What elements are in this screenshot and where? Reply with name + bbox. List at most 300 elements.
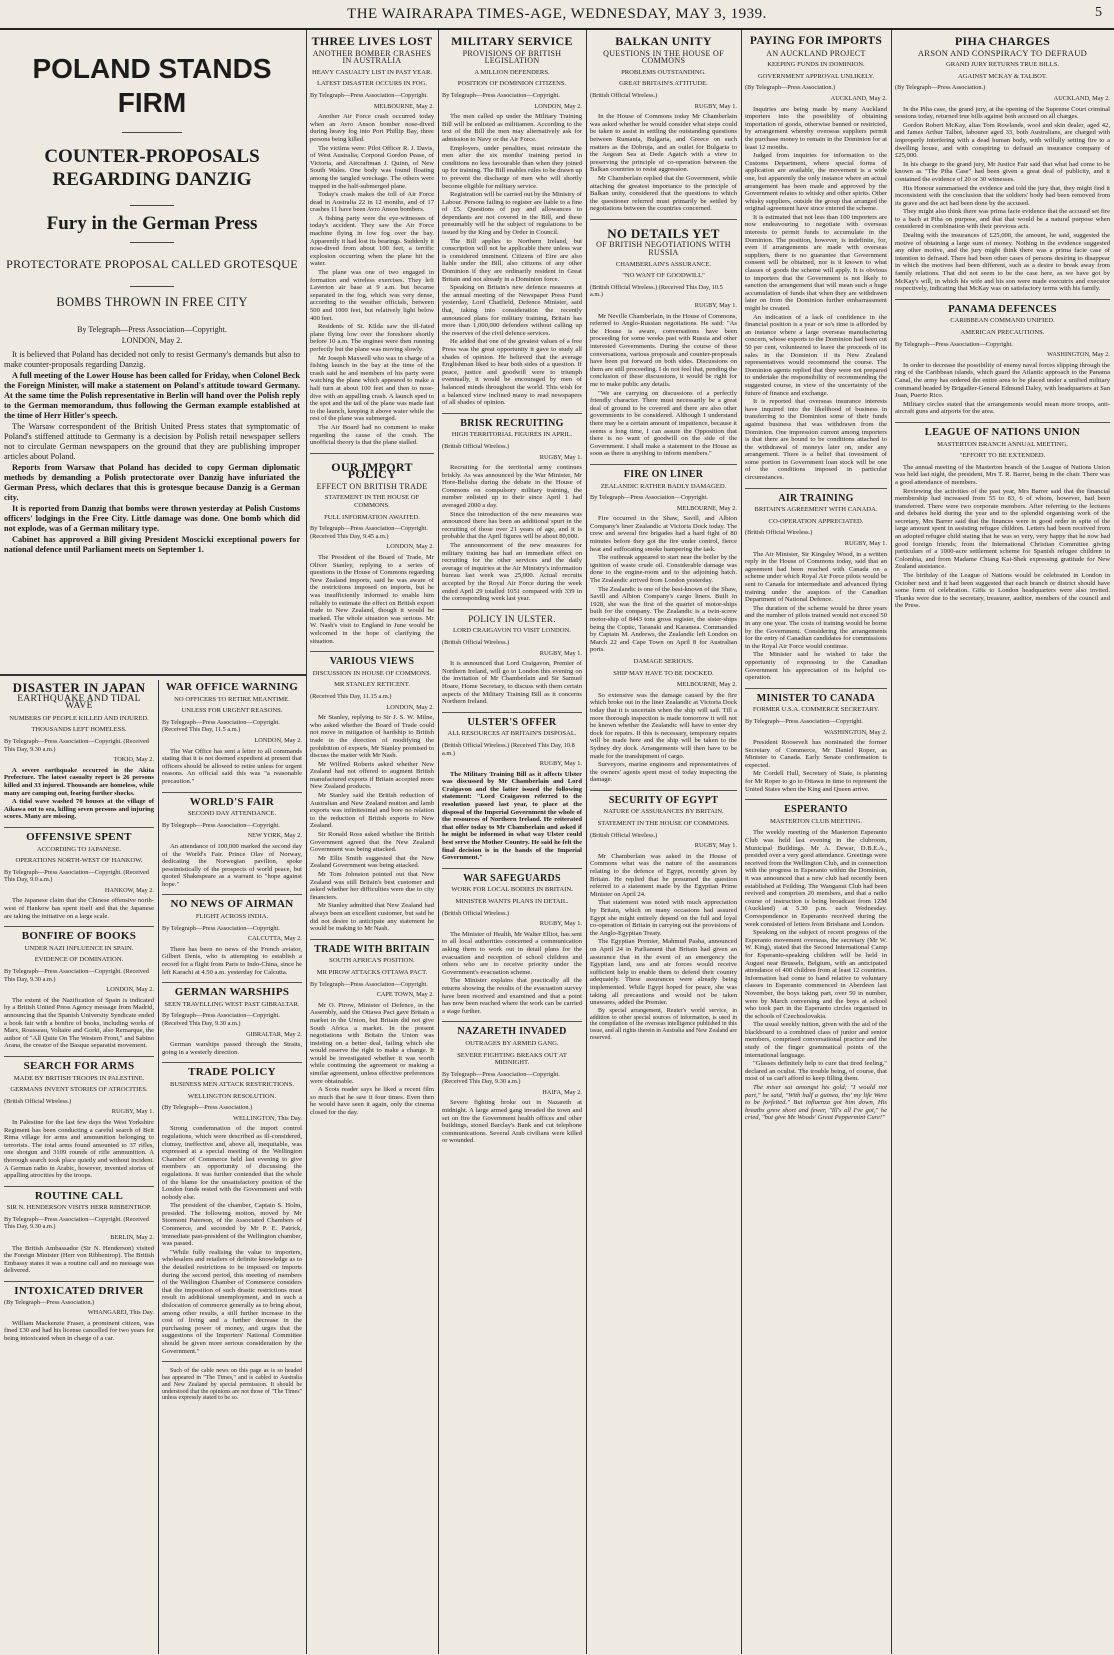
subheadline: ALL RESOURCES AT BRITAIN'S DISPOSAL. xyxy=(447,730,577,738)
byline: (By Telegraph—Press Association.) xyxy=(4,1298,95,1306)
article-war-office xyxy=(162,681,302,786)
article-military xyxy=(442,34,582,407)
paragraph: The weekly meeting of the Masterton Esperanto Club was held last evening in the clubroom, Municipal Buildings. Mr A. Dewar, D.B.E.A., presided over a very good attendance. Greetings were received from the Wellington Club, and in connection with the progress in Esperanto within the Dominion, it was announced that a new club had recently been established at Feilding. The Wanganui Club had been revived and comprises 20 members, and that a radio course of instruction is being broadcast from 1ZM (Auckland) at 5.30 p.m. each Wednesday. Correspondence in Esperanto received during the week consisted of letters from Brisbane and London. xyxy=(745,829,887,928)
dateline: CALCUTTA, May 2. xyxy=(247,935,302,943)
byline: By Telegraph—Press Association—Copyright. xyxy=(310,91,428,99)
subheadline: MADE BY BRITISH TROOPS IN PALESTINE. xyxy=(13,1074,145,1082)
article-body xyxy=(590,313,737,458)
article-egypt xyxy=(590,790,737,1042)
article-balkan xyxy=(590,34,737,213)
subheadline: FULL INFORMATION AWAITED. xyxy=(324,513,420,521)
paragraph: President Roosevelt has nominated the former Secretary of Commerce, Mr Daniel Roper, as Minister to Canada. Early Senate confirmation is expected. xyxy=(745,739,887,769)
headline: WORLD'S FAIR xyxy=(189,795,275,808)
newspaper-title: THE WAIRARAPA TIMES-AGE, WEDNESDAY, MAY 3, 1939. xyxy=(347,6,767,22)
subheadline: FORMER U.S.A. COMMERCE SECRETARY. xyxy=(752,706,880,714)
headline: VARIOUS VIEWS xyxy=(329,656,415,668)
paragraph: There has been no news of the French aviator, Gilbert Denis, who is attempting to establish a record for a flight from Paris to Indo-China, since he left Karachi at 4.50 a.m. yesterday for Calcutta. xyxy=(162,945,302,976)
headline: INTOXICATED DRIVER xyxy=(14,1285,144,1298)
article-league-of-nations xyxy=(895,422,1110,610)
column-rule xyxy=(306,30,307,1654)
article-body xyxy=(162,1368,302,1402)
paragraph: The Minister explains that practically all the returns showing the results of the evacuation survey have been received and examined and that a point has now been reached where the work can be carried a stage further. xyxy=(442,977,582,1015)
headline: TRADE POLICY xyxy=(188,1066,276,1079)
article-body xyxy=(745,551,887,682)
subheadline: MR PIROW ATTACKS OTTAWA PACT. xyxy=(316,968,428,976)
subheadline: CHAMBERLAIN'S ASSURANCE. xyxy=(615,260,712,268)
paragraph: Sir Ronald Ross asked whether the British Government agreed that the New Zealand Government was being attacked. xyxy=(310,831,434,854)
byline: By Telegraph—Press Association—Copyright. (Received This Day, 9.0 a.m.) xyxy=(4,868,149,884)
headline: POLAND STANDS FIRM xyxy=(32,53,272,118)
article-ulster xyxy=(442,609,582,706)
paragraph: It is announced that Lord Craigavon, Premier of Northern Ireland, will go to London this evening on the invitation of Mr Chamberlain and Sir Samuel Hoare, Home Secretary, to discuss with them certain aspects of the Military Training Bill as it concerns Northern Ireland. xyxy=(442,660,582,706)
dateline: RUGBY, May 1. xyxy=(694,102,737,110)
article-trade-britain xyxy=(310,939,434,1117)
dateline: WASHINGTON, May 2. xyxy=(1047,351,1110,359)
headline: NAZARETH INVADED xyxy=(457,1026,567,1038)
column-rule xyxy=(891,30,892,1654)
headline: NO NEWS OF AIRMAN xyxy=(170,898,294,911)
paragraph: A Scots reader says he liked a recent film so much that he saw it four times. Even then he would have seen it again, only the cinema closed for the day. xyxy=(310,1086,434,1117)
paragraph: "Glasses definitely help to cure that tired feeling," declared an oculist. The trouble being, of course, that most of us can't afford to keep filling them. xyxy=(745,1060,887,1083)
subheadline: NO OFFICERS TO RETIRE MEANTIME. xyxy=(174,695,290,703)
article-fire-liner xyxy=(590,464,737,784)
paragraph: Mr Cordell Hull, Secretary of State, is planning for Mr Roper to go to Ottawa in time to represent the United States when the King and Queen arrive. xyxy=(745,770,887,793)
paragraph: They might also think there was prima facie evidence that the accused set fire to a bach at Piha on purpose, and that that would be a natural purpose when considered in combination with their previous acts. xyxy=(895,208,1110,231)
article-esperanto xyxy=(745,799,887,1122)
article-german-warships xyxy=(162,982,302,1056)
dateline: RUGBY, May 1. xyxy=(111,1108,154,1116)
subheadline: LATEST DISASTER OCCURS IN FOG. xyxy=(317,80,427,88)
article-worlds-fair xyxy=(162,792,302,889)
paragraph: By special arrangement, Reuter's world service, in addition to other special sources of information, is used in the compilation of the overseas intelligence published in this issue, and all rights therein in Australia and New Zealand are reserved. xyxy=(590,1007,737,1041)
paragraph: Mr Chamberlain replied that the Government, while attaching the greatest importance to the principle of Balkan unity, considered that the questions to which the questioner referred must primarily be settled by negotiations between the countries concerned. xyxy=(590,174,737,213)
subheadline: SECOND DAY ATTENDANCE. xyxy=(188,810,276,818)
headline: PIHA CHARGES xyxy=(954,34,1051,48)
dateline: HAIFA, May 2. xyxy=(542,1088,582,1096)
paragraph: Recruiting for the territorial army continues briskly. As was announced by the War Minister, Mr Hore-Belisha during the debate in the House of Commons on compulsory military training, the number enlisted up to their since April 1 had averaged 2000 a day. xyxy=(442,464,582,510)
paragraph: The Military Training Bill as it affects Ulster was discussed by Mr Chamberlain and Lord Craigavon and the latter issued the following statement: "Lord Craigavon referred to the resolution passed last year, to place at the disposal of the Imperial Government the whole of the resources of Northern Ireland. He reiterated that offer today to Mr Chamberlain and asked if he might be informed in what way Ulster could best serve the Mother Country. He said he felt the final decision is in the hands of the Imperial Government." xyxy=(442,770,582,862)
paragraph: Today's crash makes the toll of Air Force dead in Australia 22 in 12 months, and of 17 crashes 11 have been Avro Anson bombers. xyxy=(310,191,434,214)
article-body xyxy=(4,350,300,555)
headline: PAYING FOR IMPORTS xyxy=(749,35,883,47)
article-panama xyxy=(895,299,1110,416)
dateline: WASHINGTON, May 2. xyxy=(824,728,887,736)
article-body xyxy=(590,515,737,654)
headline: MILITARY SERVICE xyxy=(451,34,573,48)
byline: By Telegraph—Press Association—Copyright. xyxy=(162,924,280,932)
paragraph: The British Ambassador (Sir N. Henderson) visited the Foreign Minister (Herr von Ribbentrop). The British Embassy states it was a routine call and no message was delivered. xyxy=(4,1244,154,1275)
article-search-arms xyxy=(4,1056,154,1180)
paragraph: He added that one of the greatest values of a free Press was the great opportunity it gave to study all shades of opinion. He believed that the average Englishman liked to hear both sides of a question. If peace, justice and goodwill were to triumph eventually, it would be encouraged by men of balanced minds throughout the world. This wish for a balanced view inclined many to read newspapers of all shades of opinion. xyxy=(442,338,582,407)
subheadline: GREAT BRITAIN'S ATTITUDE. xyxy=(619,80,708,88)
dateline: GIBRALTAR, May 2. xyxy=(246,1030,302,1038)
byline: By Telegraph—Press Association—Copyright. xyxy=(310,980,428,988)
subheadline: GERMANS INVENT STORIES OF ATROCITIES. xyxy=(10,1086,148,1094)
paragraph: Mr Neville Chamberlain, in the House of Commons, referred to Anglo-Russian negotiations. He said: "As the House is aware, conversations have been proceeding for some weeks past with Russia and other interested Governments. During the course of these conversations, various proposals and counter-proposals have been put forward on both sides. Discussions on them are still proceeding. I do not feel that, pending the conclusion of these discussions, it would be right for me to make public any details. xyxy=(590,312,737,388)
subheadline: STATEMENT IN THE HOUSE OF COMMONS. xyxy=(597,820,730,828)
paragraph: Mr Ellis Smith suggested that the New Zealand Government was being attacked. xyxy=(310,854,434,870)
byline: (Received This Day, 11.15 a.m.) xyxy=(310,692,392,700)
article-body xyxy=(590,853,737,1042)
page-number: 5 xyxy=(1095,5,1102,20)
subheadline: BOMBS THROWN IN FREE CITY xyxy=(56,294,248,309)
subheadline: EVIDENCE OF DOMINATION. xyxy=(34,956,124,964)
paragraph: Judged from inquiries for information to the Customs Department, where special forms of application are available, the movement is a wide one, but apparently the only instance where an actual arrangement has been made and approved by the Government relates to whisky and other spirits. Other whisky suppliers, outside the group that arranged the original agreement have since entered the scheme. xyxy=(745,152,887,213)
paragraph: Severe fighting broke out in Nazareth at midnight. A large armed gang invaded the town and set on fire the Government health offices and other buildings, stoned Barclay's Bank and cut telephone communications. Several Arab civilians were killed or wounded. xyxy=(442,1099,582,1145)
headline: WAR SAFEGUARDS xyxy=(463,872,561,884)
subheadline: AMERICAN PRECAUTIONS. xyxy=(960,329,1045,336)
paragraph: Cabinet has approved a Bill giving President Moscicki exceptional powers for national defence until Parliament meets on September 1. xyxy=(4,535,300,555)
paragraph: German warships passed through the Straits, going in a westerly direction. xyxy=(162,1041,302,1056)
paragraph: Military circles stated that the arrangements would mean more troops, anti-aircraft guns and airports for the area. xyxy=(895,400,1110,416)
paragraph: Mr Stanley, replying to Sir J. S. W. Milne, who asked whether the Board of Trade could not move in mitigation of hardship to British trade in the direction of modifying the prohibition of exports, Mr Stanley promised to discuss the matter with Mr Nash. xyxy=(310,714,434,760)
headline: OUR IMPORT POLICY xyxy=(331,459,413,482)
paragraph: Residents of St. Kilda saw the ill-fated plane flying low over the foreshore shortly before 10 a.m. The engines were then running perfectly but the plane was moving slowly. xyxy=(310,323,434,353)
article-body xyxy=(590,113,737,213)
article-brisk xyxy=(442,413,582,603)
paragraph: The victims were: Pilot Officer R. J. Davis, of West Australia; Corporal Gordon Pease, of Victoria, and Aircraftman J. Quinn, of New South Wales. One body was found floating among the tangled wreckage. The others were trapped in the half-submerged plane. xyxy=(310,144,434,190)
headline: THREE LIVES LOST xyxy=(311,34,433,48)
article-body xyxy=(442,660,582,706)
paragraph: The annual meeting of the Masterton branch of the League of Nations Union was held last night, the president, Mrs T. R. Barrer, being in the chair. There was a good attendance of members. xyxy=(895,463,1110,486)
dateline: MELBOURNE, May 2. xyxy=(676,504,737,512)
byline: By Telegraph—Press Association—Copyright. xyxy=(590,494,708,502)
subheadline: ZEALANDIC RATHER BADLY DAMAGED. xyxy=(600,482,727,490)
article-body xyxy=(442,464,582,603)
subheadline: BRITAIN'S AGREEMENT WITH CANADA. xyxy=(754,506,878,514)
subheadline: "EFFORT TO BE EXTENDED. xyxy=(959,452,1046,460)
paragraph: Strong condemnation of the import control regulations, which were described as ill-considered, clumsy, ineffective and, above all, inequitable, was expressed at a special meeting of the Wellington Chamber of Commerce held last evening to give members an opportunity of discussing the regulations. It was further contended that the whole of the blame for the unsatisfactory position of the London funds rested with the Government and with nobody else. xyxy=(162,1125,302,1201)
column-4 xyxy=(442,34,582,1650)
paragraph: Mr Stanley said the British reduction of Australian and New Zealand mutton and lamb exports was infinitesimal and bore no relation to the reduction of British exports to New Zealand. xyxy=(310,792,434,830)
paragraph: The duration of the scheme would be three years and the number of pilots trained would not exceed 50 in any one year. The costs of training would be borne by the Government. Considering the arrangements for the entry of Canadian candidates for commissions in the Royal Air Force would continue. xyxy=(745,604,887,650)
paragraph: A full meeting of the Lower House has been called for Friday, when Colonel Beck the Foreign Minister, will make a statement on Poland's attitude toward Germany. At the same time the Polish representative in Berlin will hand over the Polish reply to the German memorandum, thus following the German example established at the time of Herr Hitler's speech. xyxy=(4,371,300,421)
byline: (British Official Wireless.) xyxy=(442,442,510,450)
paragraph: "While fully realising the value to importers, wholesalers and retailers of definite knowledge as to the detailed restrictions to be imposed on imports during the second period, this meeting of members of the Wellington Chamber of Commerce considers that the imposition of such drastic restrictions must result in additional unemployment, and in such a dislocation of commerce generally as to bring about, among other results, a still further increase in the cost of living and a further decrease in the purchasing power of money, and urges that the suggestions of the Importers' National Committee should be given more serious consideration by the Government." xyxy=(162,1248,302,1355)
paragraph: That statement was noted with much appreciation by Britain, which on many occasions had assured Egypt she might entirely depend on the full and loyal co-operation of Britain in carrying out the provisions of the Anglo-Egyptian Treaty. xyxy=(590,899,737,937)
subheadline: OF BRITISH NEGOTIATIONS WITH RUSSIA xyxy=(596,240,731,258)
subheadline: NUMBERS OF PEOPLE KILLED AND INJURED. xyxy=(9,714,149,722)
paragraph: Reports from Warsaw that Poland has decided to copy German diplomatic methods by demanding a Polish protectorate over Danzig have infuriated the German Press, which declares that this is grotesque because Danzig is a German city. xyxy=(4,463,300,503)
article-body xyxy=(4,897,154,920)
subheadline: MASTERTON BRANCH ANNUAL MEETING. xyxy=(937,440,1068,448)
subheadline: HEAVY CASUALTY LIST IN PAST YEAR. xyxy=(311,68,433,76)
dateline: MELBOURNE, May 2. xyxy=(373,102,434,110)
paragraph: Dealing with the insurances of £25,000, the amount, he said, suggested the motive of obtaining a large sum of money. Nothing in the evidence suggested any other motive, and the jury might think there was a prima facie case of intention to defraud. There had been other cases of persons desiring to disappear in which the motives had been different, such as a desire to break away from family relations. That did not seem to be the case here, as we have got by McKay's will, in which his wife and his son were made executrix and executor respectively, indicating that McKay was on satisfactory terms with his family. xyxy=(895,232,1110,293)
column-rule xyxy=(438,30,439,1654)
article-body xyxy=(4,1245,154,1275)
article-body xyxy=(442,771,582,862)
article-body xyxy=(4,997,154,1050)
paragraph: In Palestine for the last few days the West Yorkshire Regiment has been conducting a careful search of Beit Rima village for arms and ammunition belonging to terrorists. The total arms found amounted to 37 rifles, one shotgun and 3109 rounds of rifle ammunition. A thorough search took place quietly and without incident. A German radio in Arabic, however, invented stories of appalling atrocities by the troops. xyxy=(4,1118,154,1180)
article-nazareth xyxy=(442,1021,582,1145)
byline: (By Telegraph—Press Association.) xyxy=(745,84,836,92)
paragraph: Employers, under penalties, must reinstate the men after the six months' training period in conditions no less favourable than when they joined up for training. The Bill enables rules to be drawn up to prevent the discharge of men who will shortly become eligible for military service. xyxy=(442,144,582,190)
headline: FIRE ON LINER xyxy=(623,468,704,480)
dateline: MELBOURNE, May 2. xyxy=(676,681,737,689)
subheadline: STATEMENT IN THE HOUSE OF COMMONS. xyxy=(324,494,420,510)
paragraph: It is reported that overseas insurance interests have inquired into the likelihood of business in transferring to the Dominion some of their funds against business that was withdrawn from the Dominion. One impression current among importers is that there are bound to be conditions attached to the withdrawal of moneys later on, under any arrangement. There is a belief that investment of some portion in Government loan stock will be one of the conditions imposed in particular circumstances. xyxy=(745,398,887,482)
byline: (By Telegraph—Press Association.) xyxy=(162,1104,253,1112)
article-body xyxy=(745,106,887,482)
subheadline: SEVERE FIGHTING BREAKS OUT AT MIDNIGHT. xyxy=(457,1051,567,1067)
article-body xyxy=(895,362,1110,416)
paragraph: It is estimated that not less than 100 importers are now endeavouring to negotiate with overseas interests to permit funds to accumulate in the Dominion. The position, however, is indefinite, for, even if arrangements are made with overseas suppliers, there is no guarantee that Government consent will be obtained, nor is it known to what classes of goods the scheme will apply. It is obvious to importers that the Government is not likely to sanction the arrangement that will mean such a huge accumulation of funds that when they are withdrawn later on from the Dominion further embarrassment might be created. xyxy=(745,213,887,312)
paragraph: The birthday of the League of Nations would be celebrated in London in October next and it had been suggested that each branch or district should have some form of celebration. Gifts to London headquarters were also invited. Thanks were due to the secretary, treasurer, auditor, members of the council and the Press. xyxy=(895,572,1110,610)
paragraph: In the Piha case, the grand jury, at the opening of the Supreme Court criminal sessions today, returned true bills against both accused on all charges. xyxy=(895,105,1110,121)
paragraph: Such of the cable news on this page as is so headed has appeared in "The Times," and is cabled to Australia and New Zealand by special permission. It should be understood that the opinions are not those of "The Times" unless expressly stated to be so. xyxy=(162,1368,302,1402)
byline: (British Official Wireless.) xyxy=(590,831,658,839)
dateline: CAPE TOWN, May 2. xyxy=(376,991,434,999)
article-body xyxy=(4,1320,154,1343)
dateline: RUGBY, May 1. xyxy=(694,302,737,310)
article-ulster-offer xyxy=(442,712,582,862)
paragraph: Gordon Robert McKay, alias Tom Rowlands, wool and skin dealer, aged 42, and James Arthur Talbot, labourer aged 33, both Australians, are charged with improperly interfering with a dead human body, with wilfully setting fire to a dwelling house, and with conspiring to defraud an insurance company of £25,000. xyxy=(895,121,1110,160)
headline: WAR OFFICE WARNING xyxy=(165,681,299,693)
paragraph: William Mackenzie Fraser, a prominent citizen, was fined £30 and had his license cancelled for two years for being intoxicated when in charge of a car. xyxy=(4,1319,154,1342)
subheadline: BUSINESS MEN ATTACK RESTRICTIONS. xyxy=(169,1080,295,1088)
byline: By Telegraph—Press Association—Copyright. xyxy=(77,325,227,335)
headline: MINISTER TO CANADA xyxy=(756,692,876,704)
subheadline: MASTERTON CLUB MEETING. xyxy=(770,817,862,825)
article-body xyxy=(310,554,434,645)
byline: (British Official Wireless.) xyxy=(590,91,658,99)
article-body xyxy=(162,748,302,786)
dateline: AUCKLAND, May 2. xyxy=(830,94,887,102)
headline: SEARCH FOR ARMS xyxy=(23,1059,135,1072)
byline: By Telegraph—Press Association—Copyright. (Received This Day, 9.30 a.m.) xyxy=(4,968,149,983)
byline: By Telegraph—Press Association—Copyright. (Received This Day, 9.30 a.m.) xyxy=(4,1215,149,1231)
byline: By Telegraph—Press Association—Copyright. (Received This Day, 9.45 a.m.) xyxy=(310,525,428,540)
editorial-note xyxy=(162,1361,302,1402)
paragraph: In order to decrease the possibility of enemy naval forces slipping through the ring of the Caribbean islands, which guard the Atlantic approach to the Panama Canal, the army has ordered the entire area to be placed under a unified military command headed by Brigadier-General Edmund Daley, with headquarters at San Juan, Puerto Rico. xyxy=(895,361,1110,400)
paragraph: A fishing party were the eye-witnesses of today's accident. They saw the Air Force machine flying in low fog over the bay. Apparently it had lost its bearings. Suddenly it nose-dived from about 100 feet, a terrific explosion occurring when the plane hit the water. xyxy=(310,214,434,268)
byline: (By Telegraph—Press Association.) xyxy=(895,84,986,92)
article-air-training xyxy=(745,488,887,682)
byline: By Telegraph—Press Association—Copyright. xyxy=(745,717,863,725)
article-body xyxy=(4,1119,154,1180)
paragraph: Mr Joseph Maxwell who was in charge of a fishing launch in the bay at the time of the crash said he and members of his party were watching the plane which appeared to make a half turn at about 100 feet and then to nose-dive with an appalling crash. A launch sped to the spot and the tail of the plane was made fast to the launch, keeping it above water while the rest of the plane was submerged. xyxy=(310,354,434,423)
column-rule xyxy=(586,30,587,1654)
headline: AIR TRAINING xyxy=(778,492,854,504)
subheadline: LORD CRAIGAVON TO VISIT LONDON. xyxy=(453,627,571,635)
paragraph: The men called up under the Military Training Bill will be enlisted as militiamen. According to the text of the Bill the men may alternatively ask for admission to Navy or the Air Force. xyxy=(442,113,582,143)
subheadline: ARSON AND CONSPIRACY TO DEFRAUD xyxy=(917,47,1088,58)
article-paying-imports xyxy=(745,35,887,482)
paragraph: The Minister said he wished to take the opportunity of expressing to the Canadian Government his appreciation of its helpful co-operation. xyxy=(745,651,887,682)
byline: (British Official Wireless.) xyxy=(4,1097,72,1105)
subheadline: OPERATIONS NORTH-WEST OF HANKOW. xyxy=(15,857,143,865)
subheadline: AN AUCKLAND PROJECT xyxy=(766,48,866,58)
subheadline: KEEPING FUNDS IN DOMINION. xyxy=(767,61,865,69)
subheadline: PROVISIONS OF BRITISH LEGISLATION xyxy=(462,48,562,66)
article-body xyxy=(442,1099,582,1145)
headline: ROUTINE CALL xyxy=(34,1189,124,1202)
paragraph: The President of the Board of Trade, Mr Oliver Stanley, replying to a series of questions in the House of Commons regarding New Zealand imports, said he was aware of the restrictions imposed on imports, but he was insufficiently informed to enable him reliably to estimate the effect on British export trade to New Zealand, though it would be marked. The whole situation was serious. Mr W. Nash's visit to England in June would be welcomed in the hope of clarifying the situation. xyxy=(310,554,434,645)
paragraph: Mr Tom Johnston pointed out that New Zealand was still Britain's best customer and asked whether her difficulties were due to city financiers. xyxy=(310,871,434,901)
byline: By Telegraph—Press Association—Copyright. xyxy=(162,821,280,829)
headline: BRISK RECRUITING xyxy=(460,417,564,429)
subheadline: QUESTIONS IN THE HOUSE OF COMMONS xyxy=(603,48,724,66)
byline: (British Official Wireless.) xyxy=(442,638,510,646)
subheadline: Fury in the German Press xyxy=(46,213,258,234)
headline: POLICY IN ULSTER. xyxy=(468,613,556,624)
paragraph: The extent of the Nazification of Spain is indicated by a British United Press Agency message from Madrid, announcing that the Spanish University Syndicate ended a book fair with a bonfire of books, including works of Marx, Rousseau, Voltaire and Gorki, also Remarque, the author of "All Quite On The Western Front," and Sabino Arana, the creator of the Basque separatist movement. xyxy=(4,996,154,1050)
article-body xyxy=(442,113,582,407)
column-6 xyxy=(745,34,887,1650)
column-rule xyxy=(741,30,742,1654)
byline: (British Official Wireless.) (Received This Day, 10.8 a.m.) xyxy=(442,741,575,757)
subheadline: NATURE OF ASSURANCES BY BRITAIN. xyxy=(603,808,724,816)
paragraph: The Minister of Health, Mr Walter Elliot, has sent to all local authorities concerned a communication asking them to work out in detail plans for the evacuation and reception of school children and others who are to receive priority under the Government's evacuation scheme. xyxy=(442,930,582,976)
subheadline: WORK FOR LOCAL BODIES IN BRITAIN. xyxy=(451,886,573,894)
paragraph: A tidal wave washed 70 houses at the village of Aikawa out to sea, killing seven persons and injuring scores. Many are missing. xyxy=(4,798,154,821)
paragraph: Mr Wilfred Roberts asked whether New Zealand had not offered to augment British manufactured exports if Britain accepted more New Zealand products. xyxy=(310,760,434,791)
paragraph: A severe earthquake occurred in the Akita Prefecture. The latest casualty report is 26 persons killed and 33 injured. Thousands are homeless, while many are camping out, fearing further shocks. xyxy=(4,766,154,797)
dateline: LONDON, May 2. xyxy=(106,986,154,994)
subheadline: ANOTHER BOMBER CRASHES IN AUSTRALIA xyxy=(312,48,432,66)
paragraph: In the House of Commons today Mr Chamberlain was asked whether he would consider what steps could be taken to assist in settling the outstanding questions between Rumania, Bulgaria, and Greece on such matters as the Dobruja, and an outlet for Bulgaria to the Aegean Sea at Dede Agatch with a view to preserving the principle of co-operation between the Balkan countries to resist aggression. xyxy=(590,113,737,174)
dateline: RUGBY, May 1. xyxy=(844,540,887,548)
paragraph: An attendance of 100,000 marked the second day of the World's Fair. Prince Olav of Norway, dedicating the Norwegian pavilion, spoke pessimistically of the prospects of world peace, but quoted Shakespeare as a warrant to "hope against hope." xyxy=(162,842,302,888)
article-body xyxy=(895,106,1110,293)
subheadline: CO-OPERATION APPRECIATED. xyxy=(768,517,864,525)
dateline: RUGBY, May 1. xyxy=(539,760,582,768)
paragraph: Inquiries are being made by many Auckland importers into the possibility of obtaining importation of goods, otherwise banned or restricted, by arrangement whereby overseas suppliers permit the purchase money to remain in the Dominion for at least 12 months. xyxy=(745,105,887,151)
byline: By Telegraph—Press Association—Copyright. (Received This Day, 11.5 a.m.) xyxy=(162,718,280,734)
paragraph: The War Office has sent a letter to all commands stating that it is not deemed expedient at present that officers should be allowed to retire unless for urgent reasons. An official said this was "a reasonable precaution." xyxy=(162,747,302,785)
paragraph: Surveyors, marine engineers and representatives of the owners' agents spent most of today inspecting the damage. xyxy=(590,761,737,784)
dateline: WELLINGTON, This Day. xyxy=(233,1114,302,1122)
subheadline: COUNTER-PROPOSALS REGARDING DANZIG xyxy=(44,146,260,190)
paragraph: Since the introduction of the new measures was announced there has been an additional spurt in the recruiting of those over 21 years of age, and it is probable that the April figures will be about 80,000. xyxy=(442,510,582,541)
dateline: LONDON, May 2. xyxy=(386,703,434,711)
column-1 xyxy=(4,680,154,1650)
article-intoxicated xyxy=(4,1281,154,1343)
article-body xyxy=(310,113,434,447)
subheadline: THOUSANDS LEFT HOMELESS. xyxy=(31,726,127,734)
byline: (British Official Wireless.) (Received This Day, 10.5 a.m.) xyxy=(590,283,723,299)
paragraph: Reviewing the activities of the past year, Mrs Barrer said that the financial membership had increased from 55 to 83, 6 of whom, however, had been transferred. There were two corporate members. After referring to the lectures and debates held during the year and to the splendid organising work of the secretary, Mrs Barrer said that the finances were in good order in spite of the large amount spent in assisting refugee children. Letters had been received from an adopted refugee child stating that he was so very, very happy that he now had good foreign friends; from the International Christian Committee giving particulars of a 1000-acre settlement scheme for Spanish refugee children in Colombia, and from Madame Chiang Kai-Shek expressing gratitude for New Zealand assistance. xyxy=(895,487,1110,571)
paragraph: The plane was one of two engaged in formation and wireless exercises. They left Laverton air base at 9 a.m. but became separated in the fog, which was very dense, according to the weather officials, between 500 and 1000 feet, but relatively light below 400 feet. xyxy=(310,269,434,322)
byline: By Telegraph—Press Association—Copyright. (Received This Day, 9.30 a.m.) xyxy=(442,1070,560,1086)
paragraph: The Air Board had no comment to make regarding the cause of the crash. The unofficial theory is that the plane stalled. xyxy=(310,423,434,447)
paragraph: The announcement of the new measures for military training has had an immediate effect on recruiting for the other services and the daily average of inquiries at the Air Ministry's information bureau last week was 25,000. Actual recruits accepted by the Royal Air Force during the week ended April 29 totalled 1051 compared with 339 in the corresponding week last year. xyxy=(442,542,582,603)
subheadline: SEEN TRAVELLING WEST PAST GIBRALTAR. xyxy=(164,1000,300,1008)
article-body xyxy=(442,931,582,1016)
dateline: LONDON, May 2. xyxy=(254,736,302,744)
article-body xyxy=(162,1041,302,1056)
paragraph: Another Air Force crash occurred today when an Avro Anson bomber nose-dived during heavy fog into Port Phillip Bay, three persons being killed. xyxy=(310,113,434,143)
article-disaster xyxy=(4,680,154,821)
byline: By Telegraph—Press Association—Copyright. xyxy=(895,340,1013,348)
paragraph: "We are carrying on discussions of a perfectly friendly character. There must necessarily be a great deal of ground to be covered and there are also other governments to be considered. Although I understand there may be a certain amount of impatience, because it seems a long time, I can assure the Opposition that there is no want of goodwill on the side of the Government. I shall make a statement to the House as soon as there is anything to inform members." xyxy=(590,389,737,458)
article-three-lives xyxy=(310,34,434,447)
headline: GERMAN WARSHIPS xyxy=(174,986,290,999)
paragraph: In his charge to the grand jury, Mr Justice Fair said that what had come to be known as "The Piha Case" had been given a great deal of publicity, and it contained the evidence of 20 or 30 witnesses. xyxy=(895,160,1110,183)
headline: NO DETAILS YET xyxy=(607,225,720,241)
dateline: RUGBY, May 1. xyxy=(539,920,582,928)
paragraph: The miser sat amongst his gold; "I would not part," he said, "With half a guinea, tho' my life Were to be forfeited." But influenza got him down, His breaths grew short and fewer, "Ill's all I've got," he cried, "but give Me Woods' Great Peppermint Cure!" xyxy=(745,1084,887,1122)
subheadline: GRAND JURY RETURNS TRUE BILLS. xyxy=(945,61,1060,69)
article-import-policy xyxy=(310,453,434,645)
dateline: NEW YORK, May 2. xyxy=(247,832,302,840)
article-no-details xyxy=(590,219,737,458)
subheadline: HIGH TERRITORIAL FIGURES IN APRIL. xyxy=(451,431,573,439)
headline: PANAMA DEFENCES xyxy=(948,303,1057,315)
dateline: RUGBY, May 1. xyxy=(539,453,582,461)
paragraph: His Honour summarised the evidence and told the jury that, they might find it inconsistent with the conclusion that the soldiers' body had been removed from its grave and the act had been done by the accused. xyxy=(895,184,1110,207)
subheadline: SIR N. HENDERSON VISITS HERR RIBBENTROP. xyxy=(6,1204,152,1212)
article-body xyxy=(745,739,887,793)
subheadline: PROTECTORATE PROPOSAL CALLED GROTESQUE xyxy=(6,256,298,271)
paragraph: Registration will be carried out by the Ministry of Labour. Persons failing to register are liable to a fine of £5. Questions of pay and allowances to dependants are not covered in the Bill, and these presumably will be the subject of regulations to be issued by the King and by Order in Council. xyxy=(442,191,582,237)
dateline: RUGBY, May 1. xyxy=(539,649,582,657)
paragraph: It is believed that Poland has decided not only to resist Germany's demands but also to make counter-proposals regarding Danzig. xyxy=(4,350,300,370)
dateline: RUGBY, May 1. xyxy=(694,842,737,850)
article-war-safeguards xyxy=(442,868,582,1016)
headline: DISASTER IN JAPAN xyxy=(12,680,146,695)
subheadline: SHIP MAY HAVE TO BE DOCKED. xyxy=(613,669,714,677)
column-5 xyxy=(590,34,737,1650)
article-body xyxy=(162,843,302,889)
column-rule xyxy=(158,680,159,1654)
subheadline: WELLINGTON RESOLUTION. xyxy=(187,1092,277,1100)
article-body xyxy=(4,767,154,821)
paragraph: The Air Minister, Sir Kingsley Wood, in a written reply in the House of Commons today, said that an agreement had been reached with Canada on a scheme under which Royal Air Force pilots would be sent to Canada for intermediate and advanced flying training under the auspices of the Canadian Department of National Defence. xyxy=(745,550,887,604)
article-body xyxy=(310,1002,434,1117)
paragraph: The Japanese claim that the Chinese offensive north-west of Hankow has spent itself and that the Japanese are taking the initiative on a large scale. xyxy=(4,897,154,920)
subheadline: CARIBBEAN COMMAND UNIFIED. xyxy=(950,317,1055,325)
dateline: BERLIN, May 2. xyxy=(110,1234,154,1242)
subheadline: UNDER NAZI INFLUENCE IN SPAIN. xyxy=(24,944,134,952)
subheadline: "NO WANT OF GOODWILL" xyxy=(622,272,705,280)
dateline: LONDON, May 2. xyxy=(534,102,582,110)
paragraph: The Egyptian Premier, Mahmud Pasha, announced on April 24 in Parliament that Britain had given an assurance that in the event of an emergency the Egyptian land, sea and air forces would receive sufficient help to enable them to defend their country adequately. These assurances were already being implemented. While Egypt hoped for peace, she was taking all precautions and would not be taken unawares, added the Premier. xyxy=(590,938,737,1007)
paragraph: The usual weekly tuition, given with the aid of the blackboard to a combined class of junior and senior members, comprised conversational practice and the study of the finger grammatical points of the international language. xyxy=(745,1021,887,1059)
subheadline: PROBLEMS OUTSTANDING. xyxy=(621,68,706,76)
headline: SECURITY OF EGYPT xyxy=(608,794,719,806)
article-body xyxy=(895,464,1110,610)
byline: By Telegraph—Press Association—Copyright. (Received This Day, 9.30 a.m.) xyxy=(4,737,149,753)
article-body xyxy=(590,692,737,784)
masthead xyxy=(0,0,1114,30)
article-trade-policy xyxy=(162,1062,302,1355)
headline: ESPERANTO xyxy=(784,804,848,816)
headline: BALKAN UNITY xyxy=(615,34,712,48)
paragraph: The Zealandic is one of the best-known of the Shaw, Savill and Albion Company's cargo liners. Built in 1928, she was the first of the quartet of motor-ships built for the company. The Zealandic is a twin-screw motor-ship of 8443 tons gross register, the sister-ships being the Coptic, Taranaki and Karamea. Commanded by Captain M. Andrews, the Zealandic left London on March 22 and Cape Town on April 8 for Australian ports. xyxy=(590,585,737,654)
paragraph: Speaking on the subject of recent progress of the Esperanto movement overseas, the secretary (Mr W. W. King), stated that the Second International Camp for Esperanto-speaking children will be held in August near Brussels, Belgium, with an anticipated attendance of 400 children from at least 12 countries. Information had come to hand relative to voluntary classes in Esperanto commenced in Aberdeen last November, the boys taking part, over 50 in number, were by March conversing and the boys at school who took part in the Esperanto circles organised in the schools of Czechoslovakia. xyxy=(745,929,887,1020)
subheadline: OUTRAGES BY ARMED GANG. xyxy=(465,1039,559,1047)
subheadline: UNLESS FOR URGENT REASONS. xyxy=(181,707,283,715)
dateline: LONDON, May 2. xyxy=(121,335,183,345)
paragraph: Mr Chamberlain was asked in the House of Commons what was the nature of the assurances relating to the defence of Egypt, recently given by Britain. He replied that he presumed the question referred to a statement made by the Egyptian Prime Minister on April 24. xyxy=(590,852,737,898)
section-rule xyxy=(0,674,306,676)
subheadline: EARTHQUAKE AND TIDAL WAVE xyxy=(17,693,141,712)
byline: By Telegraph—Press Association—Copyright. xyxy=(442,91,560,99)
subheadline: GOVERNMENT APPROVAL UNLIKELY. xyxy=(757,72,875,80)
paragraph: The outbreak appeared to start near the boiler by the ignition of waste crude oil. Considerable damage was done to the engine-room and to the adjoining hatch. The Zealandic arrived from London yesterday. xyxy=(590,554,737,585)
subheadline: A MILLION DEFENDERS. xyxy=(474,68,550,76)
column-2 xyxy=(162,680,302,1650)
article-bonfire xyxy=(4,926,154,1050)
subheadline: EFFECT ON BRITISH TRADE xyxy=(316,481,428,491)
article-body xyxy=(745,829,887,1122)
subheadline: DISCUSSION IN HOUSE OF COMMONS. xyxy=(312,669,432,677)
byline: (British Official Wireless.) xyxy=(442,909,510,917)
paragraph: Fire occurred in the Shaw, Savill, and Albion Company's liner Zealandic at Victoria Dock today. The crew and several fire brigades had a hard fight of 80 minutes before they got the fire under control, fierce heat and suffocating smoke hampering the task. xyxy=(590,515,737,553)
dateline: TOKIO, May 2. xyxy=(113,756,154,764)
